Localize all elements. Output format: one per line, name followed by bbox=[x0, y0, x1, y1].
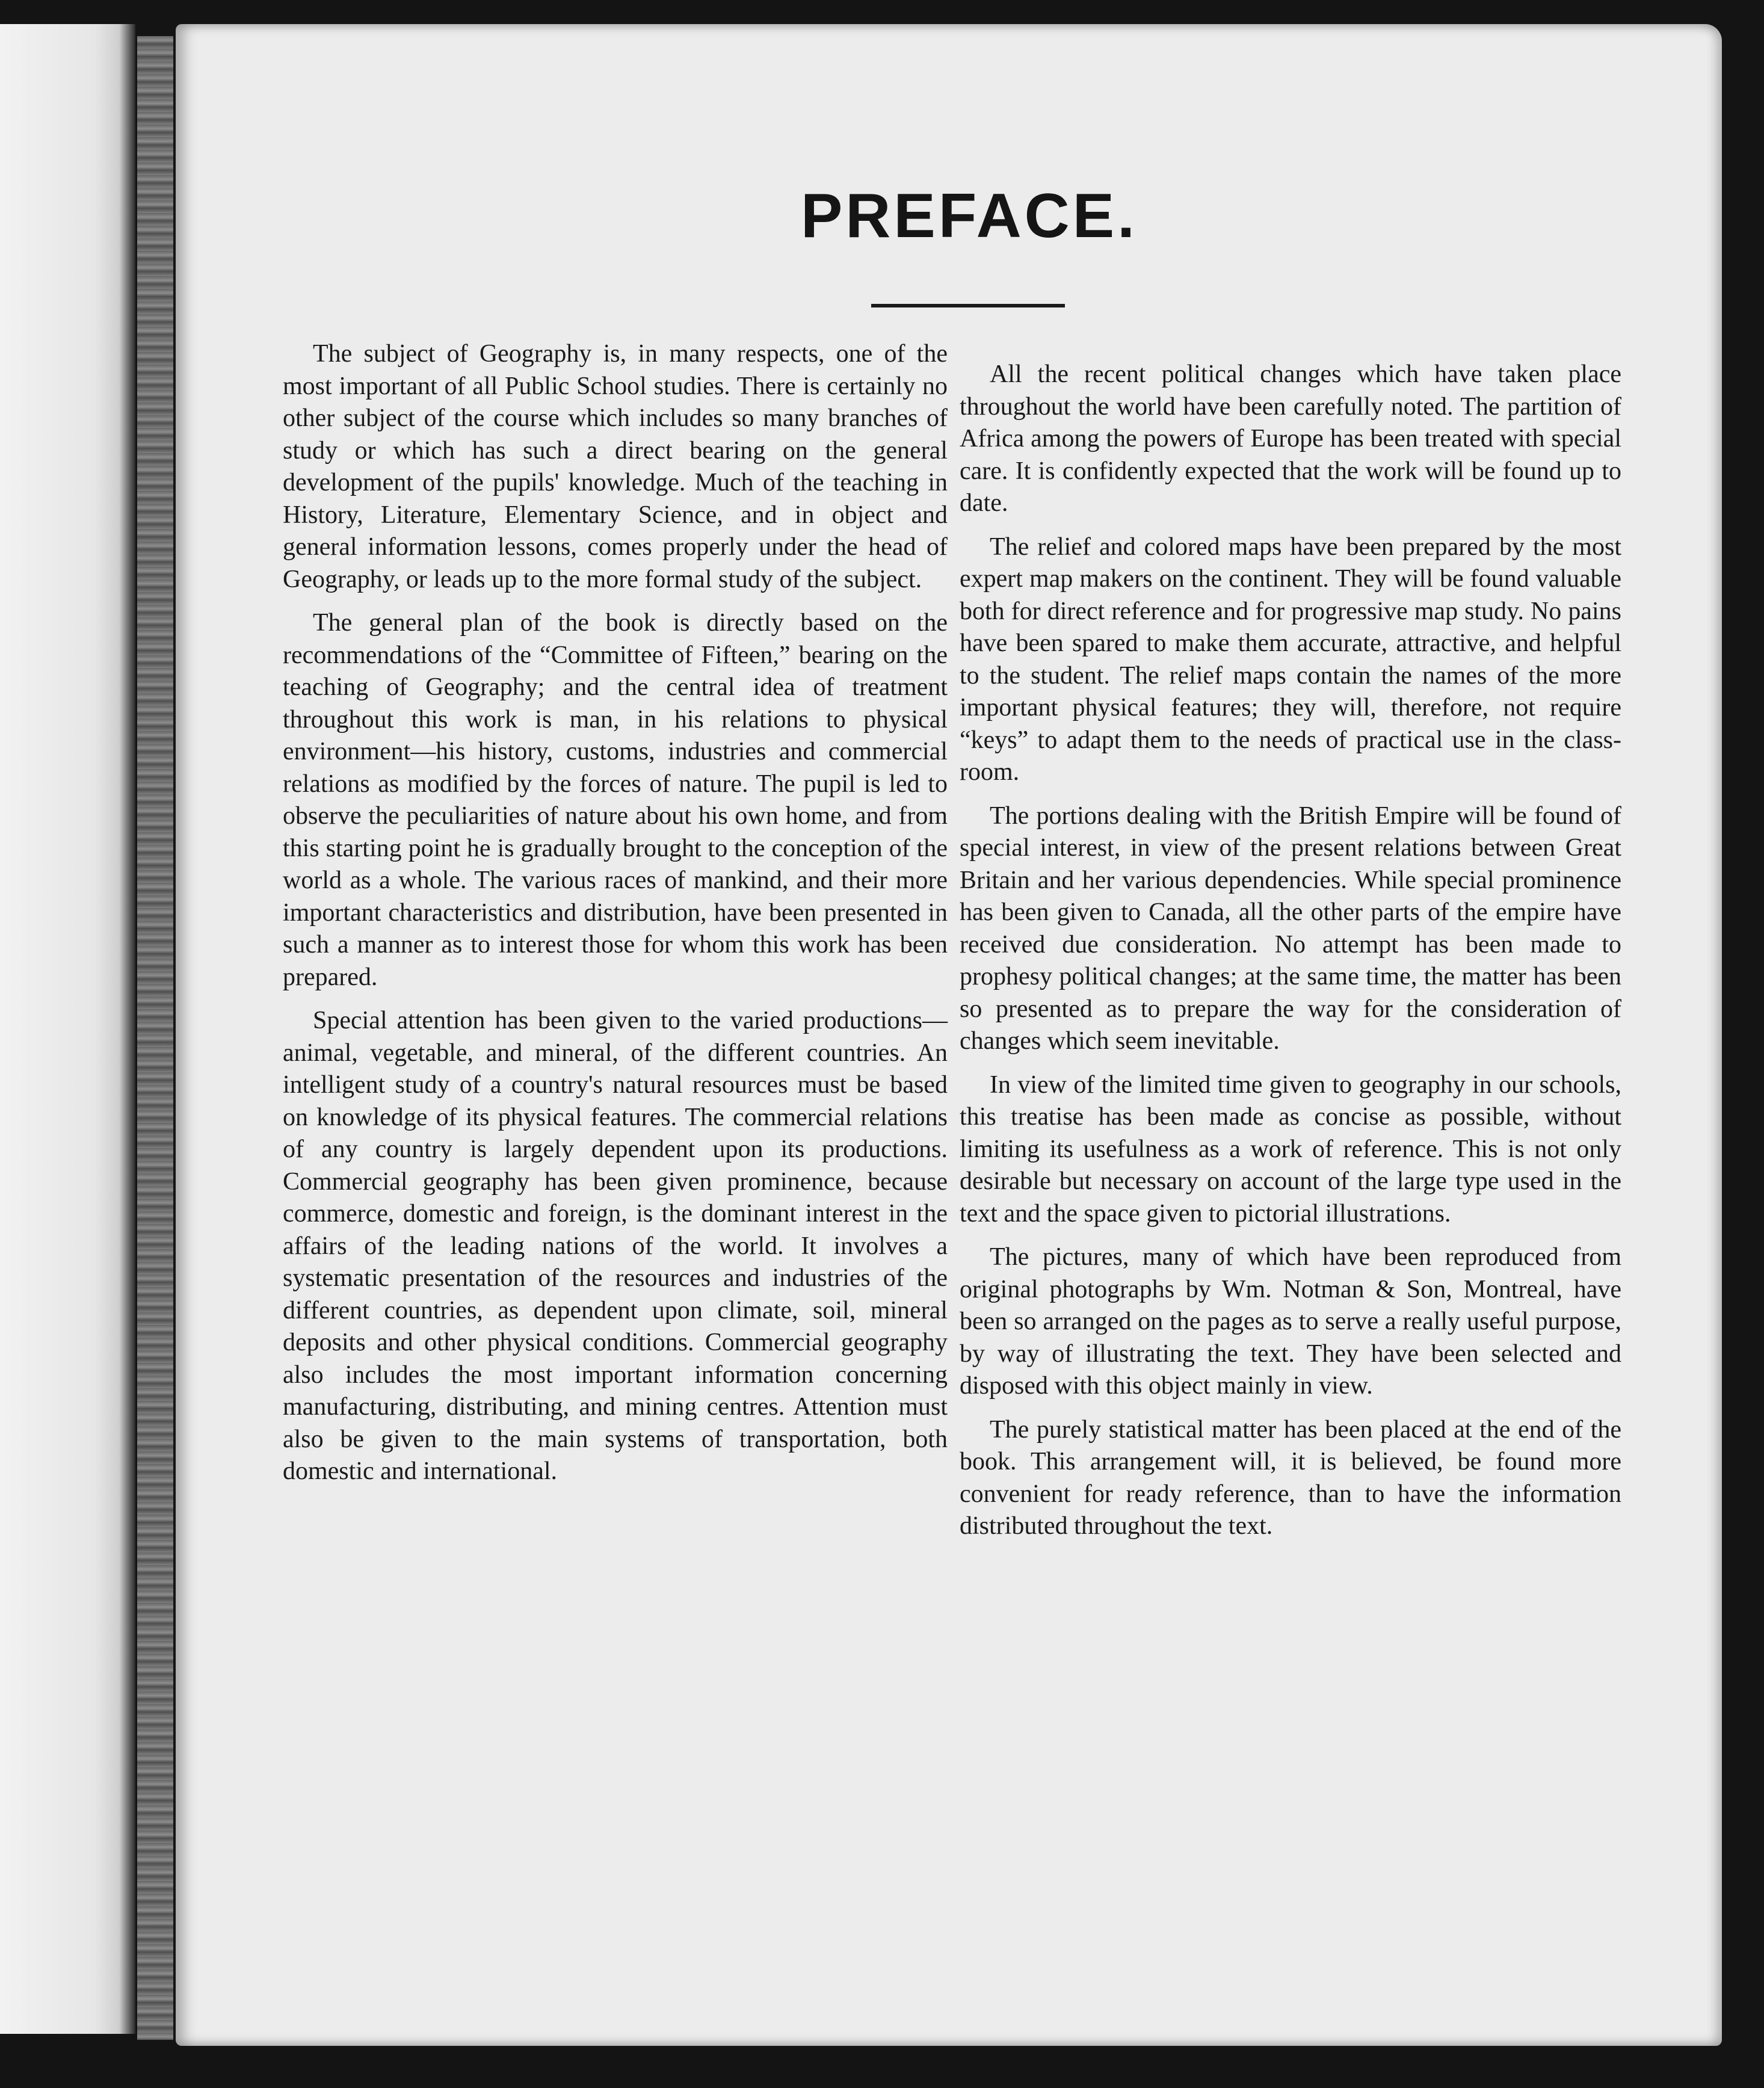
paragraph: The general plan of the book is directly based on the recommendations of the “Committee of Fifteen,” bearing on the teaching of Geography; and the central idea of treatment throughout this work is man, in his relations to physical environment—his history, customs, industries and commercial relations as modified by the forces of nature. The pupil is led to observe the peculiarities of nature about his own home, and from this starting point he is gradually brought to the conception of the world as a whole. The various races of mankind, and their more important characteristics and distribution, have been presented in such a manner as to interest those for whom this work has been prepared. bbox=[283, 609, 948, 991]
right-text-column bbox=[960, 359, 1621, 1554]
paragraph: The relief and colored maps have been prepared by the most expert map makers on the continent. They will be found valuable both for direct reference and for progressive map study. No pains have been spared to make them accurate, attractive, and helpful to the student. The relief maps contain the names of the more important physical features; they will, therefore, not require “keys” to adapt them to the needs of practical use in the class-room. bbox=[960, 533, 1621, 786]
page-title: PREFACE. bbox=[800, 181, 1138, 251]
book-binding-edge bbox=[137, 36, 173, 2040]
facing-page-strip bbox=[0, 24, 135, 2034]
left-text-column bbox=[283, 338, 948, 1500]
paragraph: The subject of Geography is, in many respects, one of the most important of all Public School studies. There is certainly no other subject of the course which includes so many branches of study or which has such a direct bearing on the general development of the pupils' knowledge. Much of the teaching in History, Literature, Elementary Science, and in object and general information lessons, comes properly under the head of Geography, or leads up to the more formal study of the subject. bbox=[283, 340, 948, 593]
paragraph: The portions dealing with the British Empire will be found of special interest, in view of the present relations between Great Britain and her various dependencies. While special prominence has been given to Canada, all the other parts of the empire have received due consideration. No attempt has been made to prophesy political changes; at the same time, the matter has been so presented as to prepare the way for the consideration of changes which seem inevitable. bbox=[960, 802, 1621, 1055]
paragraph: The pictures, many of which have been reproduced from original photographs by Wm. Notman & Son, Montreal, have been so arranged on the pages as to serve a really useful purpose, by way of illustrating the text. They have been selected and disposed with this object mainly in view. bbox=[960, 1243, 1621, 1400]
paragraph: Special attention has been given to the varied productions—animal, vegetable, and mineral, of the different countries. An intelligent study of a country's natural resources must be based on knowledge of its physical features. The commercial relations of any country is largely dependent upon its productions. Commercial geography has been given prominence, because commerce, domestic and foreign, is the dominant interest in the affairs of the leading nations of the world. It involves a systematic presentation of the resources and industries of the different countries, as dependent upon climate, soil, mineral deposits and other physical conditions. Commercial geography also includes the most important information concerning manufacturing, distributing, and mining centres. Attention must also be given to the main systems of transportation, both domestic and international. bbox=[283, 1007, 948, 1485]
title-divider bbox=[871, 304, 1065, 307]
paragraph: The purely statistical matter has been placed at the end of the book. This arrangement will, it is believed, be found more convenient for ready reference, than to have the information distributed throughout the text. bbox=[960, 1415, 1621, 1540]
paragraph: In view of the limited time given to geography in our schools, this treatise has been made as concise as possible, without limiting its usefulness as a work of reference. This is not only desirable but necessary on account of the large type used in the text and the space given to pictorial illustrations. bbox=[960, 1070, 1621, 1228]
paragraph: All the recent political changes which have taken place throughout the world have been carefully noted. The partition of Africa among the powers of Europe has been treated with special care. It is confidently expected that the work will be found up to date. bbox=[960, 360, 1621, 517]
